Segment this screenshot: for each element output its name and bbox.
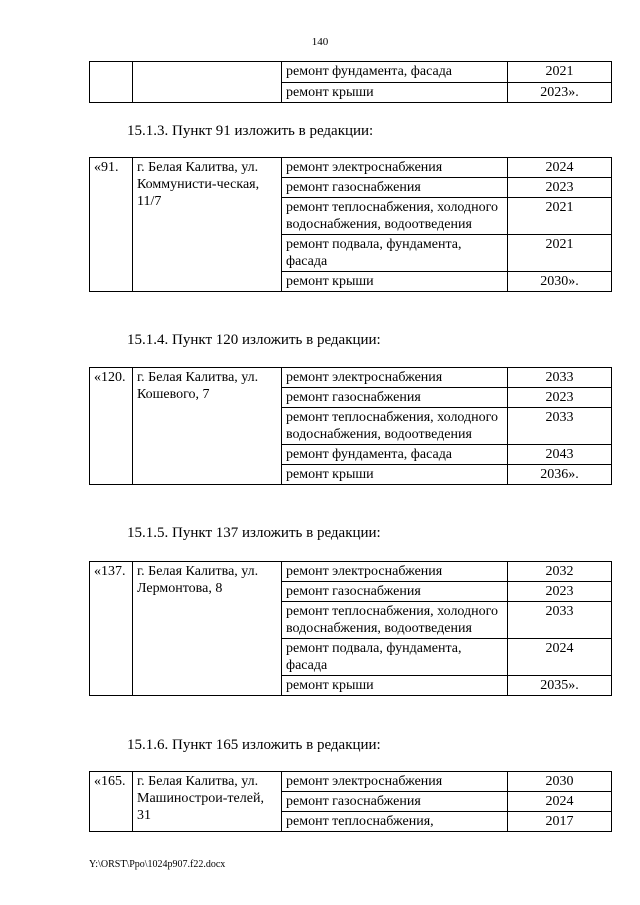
work-cell: ремонт подвала, фундамента, фасада bbox=[282, 235, 508, 272]
year-cell: 2024 bbox=[508, 792, 612, 812]
year-cell: 2023 bbox=[508, 582, 612, 602]
work-cell: ремонт электроснабжения bbox=[282, 562, 508, 582]
table-item-120 bbox=[89, 367, 612, 485]
table-row bbox=[90, 772, 612, 792]
year-cell: 2021 bbox=[508, 62, 612, 83]
page-number: 140 bbox=[311, 36, 329, 48]
year-cell: 2030». bbox=[508, 272, 612, 292]
address: г. Белая Калитва, ул. Лермонтова, 8 bbox=[133, 562, 282, 696]
table-row bbox=[90, 368, 612, 388]
year-cell: 2017 bbox=[508, 812, 612, 832]
item-number: «120. bbox=[90, 368, 133, 485]
address: г. Белая Калитва, ул. Машинострои-телей, 31 bbox=[133, 772, 282, 832]
year-cell: 2024 bbox=[508, 158, 612, 178]
addr-cell bbox=[133, 62, 282, 103]
year-cell: 2032 bbox=[508, 562, 612, 582]
paragraph-item-137: 15.1.5. Пункт 137 изложить в редакции: bbox=[127, 525, 381, 541]
item-number: «91. bbox=[90, 158, 133, 292]
work-cell: ремонт подвала, фундамента, фасада bbox=[282, 639, 508, 676]
num-cell bbox=[90, 62, 133, 103]
year-cell: 2021 bbox=[508, 235, 612, 272]
file-path-footer: Y:\ORST\Ppo\1024p907.f22.docx bbox=[89, 859, 226, 870]
address: г. Белая Калитва, ул. Коммунисти-ческая, 11/7 bbox=[133, 158, 282, 292]
work-cell: ремонт крыши bbox=[282, 272, 508, 292]
year-cell: 2036». bbox=[508, 465, 612, 485]
year-cell: 2030 bbox=[508, 772, 612, 792]
year-cell: 2021 bbox=[508, 198, 612, 235]
table-row bbox=[90, 158, 612, 178]
table-row bbox=[90, 562, 612, 582]
item-number: «137. bbox=[90, 562, 133, 696]
table-item-91 bbox=[89, 157, 612, 292]
work-cell: ремонт крыши bbox=[282, 465, 508, 485]
table-continuation bbox=[89, 61, 612, 103]
work-cell: ремонт крыши bbox=[282, 676, 508, 696]
work-cell: ремонт теплоснабжения, холодного водоснабжения, водоотведения bbox=[282, 408, 508, 445]
work-cell: ремонт теплоснабжения, bbox=[282, 812, 508, 832]
address: г. Белая Калитва, ул. Кошевого, 7 bbox=[133, 368, 282, 485]
work-cell: ремонт фундамента, фасада bbox=[282, 62, 508, 83]
item-number: «165. bbox=[90, 772, 133, 832]
work-cell: ремонт электроснабжения bbox=[282, 772, 508, 792]
year-cell: 2033 bbox=[508, 368, 612, 388]
work-cell: ремонт электроснабжения bbox=[282, 158, 508, 178]
year-cell: 2033 bbox=[508, 602, 612, 639]
work-cell: ремонт теплоснабжения, холодного водоснабжения, водоотведения bbox=[282, 602, 508, 639]
work-cell: ремонт теплоснабжения, холодного водоснабжения, водоотведения bbox=[282, 198, 508, 235]
year-cell: 2043 bbox=[508, 445, 612, 465]
year-cell: 2035». bbox=[508, 676, 612, 696]
work-cell: ремонт газоснабжения bbox=[282, 388, 508, 408]
year-cell: 2023». bbox=[508, 82, 612, 103]
paragraph-item-165: 15.1.6. Пункт 165 изложить в редакции: bbox=[127, 737, 381, 753]
table-item-137 bbox=[89, 561, 612, 696]
table-row bbox=[90, 62, 612, 83]
year-cell: 2023 bbox=[508, 388, 612, 408]
paragraph-item-120: 15.1.4. Пункт 120 изложить в редакции: bbox=[127, 332, 381, 348]
work-cell: ремонт крыши bbox=[282, 82, 508, 103]
work-cell: ремонт газоснабжения bbox=[282, 582, 508, 602]
work-cell: ремонт газоснабжения bbox=[282, 792, 508, 812]
year-cell: 2024 bbox=[508, 639, 612, 676]
year-cell: 2033 bbox=[508, 408, 612, 445]
work-cell: ремонт фундамента, фасада bbox=[282, 445, 508, 465]
table-item-165 bbox=[89, 771, 612, 832]
year-cell: 2023 bbox=[508, 178, 612, 198]
work-cell: ремонт электроснабжения bbox=[282, 368, 508, 388]
work-cell: ремонт газоснабжения bbox=[282, 178, 508, 198]
paragraph-item-91: 15.1.3. Пункт 91 изложить в редакции: bbox=[127, 123, 374, 139]
